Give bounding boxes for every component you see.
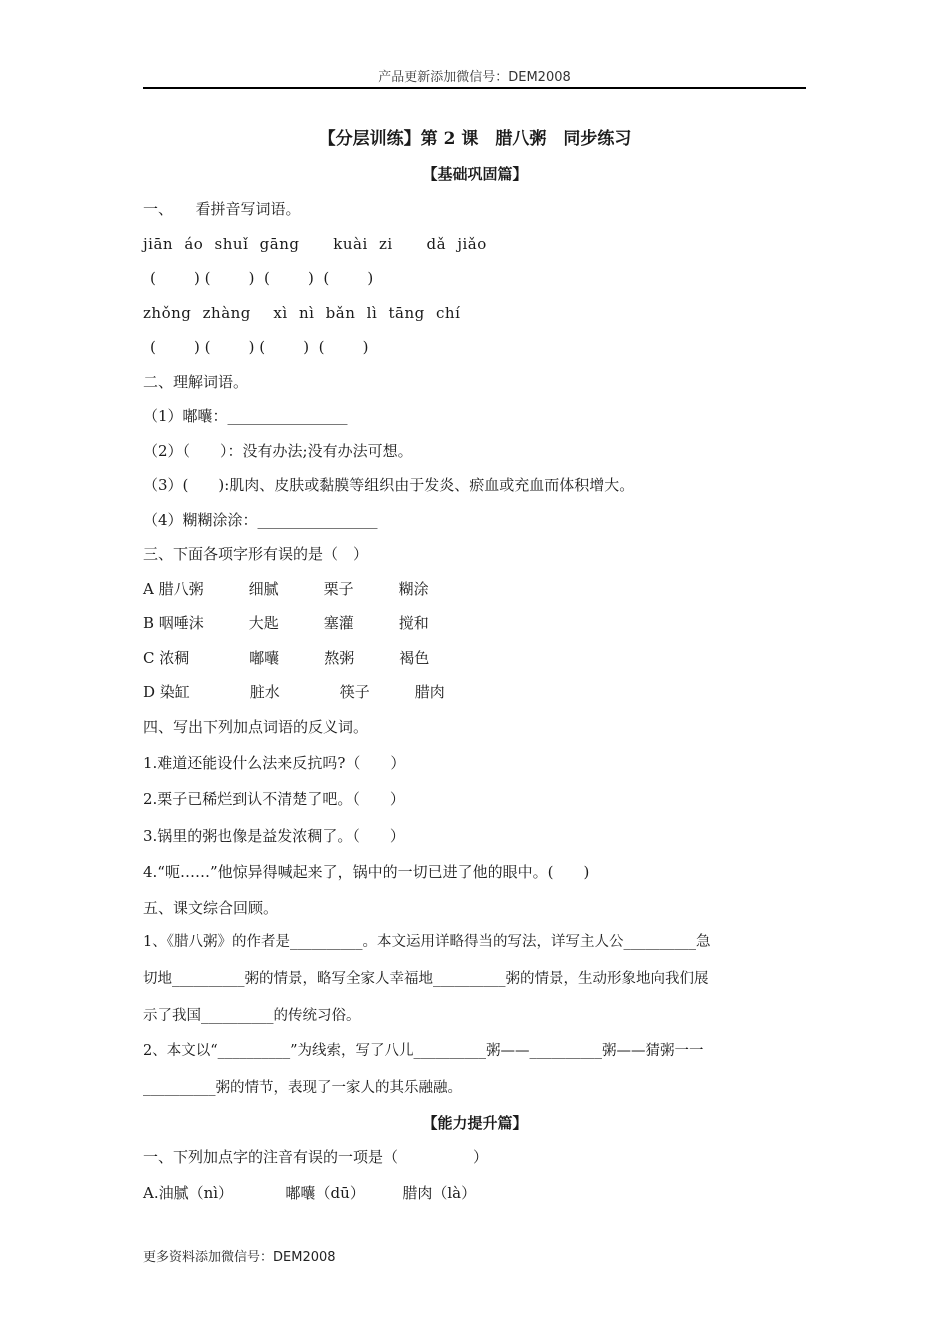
- q3-option-a: A 腊八粥 细腻 栗子 糊涂: [143, 580, 429, 598]
- q3-option-b: B 咽唾沫 大匙 塞灌 搅和: [143, 614, 429, 632]
- q4-item-1: 1.难道还能设什么法来反抗吗?（ ）: [143, 754, 406, 772]
- q2-item-4: （4）糊糊涂涂：________________: [143, 511, 378, 529]
- q3-option-d: D 染缸 脏水 筷子 腊肉: [143, 683, 445, 701]
- q5-p1-line-3: 示了我国__________的传统习俗。: [143, 1008, 361, 1024]
- q5-p2-line-1: 2、本文以“__________”为线索，写了八儿__________粥——__________粥——猜粥一一: [143, 1043, 704, 1059]
- q3-option-c: C 浓稠 嘟囔 熬粥 褐色: [143, 649, 430, 667]
- section-title-basic: 【基础巩固篇】: [422, 165, 528, 183]
- q5-p2-line-2: __________粥的情节，表现了一家人的其乐融融。: [143, 1080, 462, 1096]
- q2-item-2: （2）（ ）：没有办法;没有办法可想。: [143, 442, 413, 460]
- q3-title: 三、下面各项字形有误的是（ ）: [143, 545, 369, 563]
- q1-pinyin-row-1: jiān áo shuǐ gāng kuài zi dǎ jiǎo: [143, 235, 487, 253]
- q5-p1-line-2: 切地__________粥的情景，略写全家人幸福地__________粥的情景，生动形象地向我们展: [143, 971, 709, 987]
- section-title-advanced: 【能力提升篇】: [422, 1114, 528, 1132]
- page-header: 产品更新添加微信号：DEM2008: [378, 70, 571, 85]
- q6-title: 一、下列加点字的注音有误的一项是（ ）: [143, 1148, 489, 1166]
- q1-title: 一、 看拼音写词语。: [143, 200, 301, 218]
- header-rule: [143, 87, 806, 89]
- q5-p1-line-1: 1、《腊八粥》的作者是__________。本文运用详略得当的写法，详写主人公__________急: [143, 934, 711, 950]
- q4-title: 四、写出下列加点词语的反义词。: [143, 718, 369, 736]
- q4-item-4: 4.“呃……”他惊异得喊起来了，锅中的一切已进了他的眼中。( ): [143, 863, 590, 881]
- q2-title: 二、理解词语。: [143, 373, 249, 391]
- q4-item-3: 3.锅里的粥也像是益发浓稠了。（ ）: [143, 827, 405, 845]
- q1-blanks-row-1: ( ) ( ) ( ) ( ): [150, 269, 374, 287]
- q1-blanks-row-2: ( ) ( ) ( ) ( ): [150, 338, 369, 356]
- page-title: 【分层训练】第 2 课 腊八粥 同步练习: [318, 129, 632, 149]
- q6-option-a: A.油腻（nì） 嘟囔（dū） 腊肉（là）: [143, 1184, 477, 1202]
- q2-item-1: （1）嘟囔：________________: [143, 407, 348, 425]
- q5-title: 五、课文综合回顾。: [143, 899, 279, 917]
- q4-item-2: 2.栗子已稀烂到认不清楚了吧。（ ）: [143, 790, 405, 808]
- q1-pinyin-row-2: zhǒng zhàng xì nì bǎn lì tāng chí: [143, 304, 461, 322]
- page-footer: 更多资料添加微信号：DEM2008: [143, 1250, 336, 1265]
- q2-item-3: （3）( ):肌肉、皮肤或黏膜等组织由于发炎、瘀血或充血而体积增大。: [143, 476, 635, 494]
